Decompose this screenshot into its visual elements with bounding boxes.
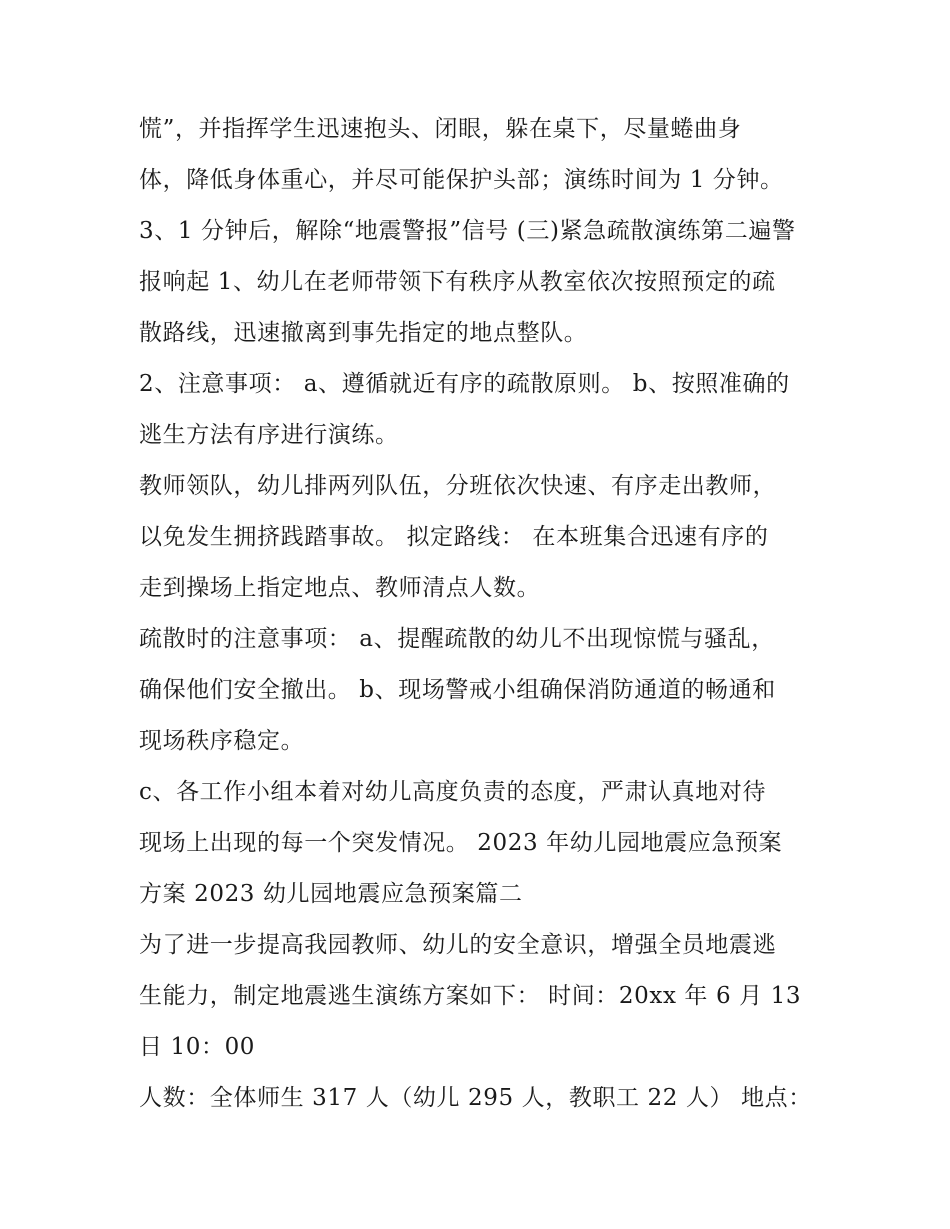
text-line: 走到操场上指定地点、教师清点人数。 — [139, 575, 541, 601]
document-body — [139, 104, 829, 1124]
text-line: 3、1 分钟后，解除“地震警报”信号 (三)紧急疏散演练第二遍警 — [139, 218, 796, 244]
text-line: 2、注意事项： a、遵循就近有序的疏散原则。 b、按照准确的 — [139, 371, 790, 397]
text-line: 日 10：00 — [139, 1034, 256, 1060]
text-line: 以免发生拥挤践踏事故。 拟定路线： 在本班集合迅速有序的 — [139, 524, 769, 550]
text-line: 报响起 1、幼儿在老师带领下有秩序从教室依次按照预定的疏 — [139, 269, 776, 295]
text-line: 确保他们安全撤出。 b、现场警戒小组确保消防通道的畅通和 — [139, 677, 776, 703]
text-line: 生能力，制定地震逃生演练方案如下： 时间：20xx 年 6 月 13 — [139, 983, 802, 1009]
text-line: 方案 2023 幼儿园地震应急预案篇二 — [139, 881, 523, 907]
text-line: 人数：全体师生 317 人（幼儿 295 人，教职工 22 人） 地点： — [139, 1085, 812, 1111]
text-line: c、各工作小组本着对幼儿高度负责的态度，严肃认真地对待 — [139, 779, 767, 805]
text-line: 散路线，迅速撤离到事先指定的地点整队。 — [139, 320, 588, 346]
text-line: 现场秩序稳定。 — [139, 728, 305, 754]
text-line: 疏散时的注意事项： a、提醒疏散的幼儿不出现惊慌与骚乱， — [139, 626, 775, 652]
text-line: 现场上出现的每一个突发情况。 2023 年幼儿园地震应急预案 — [139, 830, 783, 856]
text-line: 慌”，并指挥学生迅速抱头、闭眼，躲在桌下，尽量蜷曲身 — [139, 116, 742, 142]
text-line: 体，降低身体重心，并尽可能保护头部；演练时间为 1 分钟。 — [139, 167, 784, 193]
text-line: 为了进一步提高我园教师、幼儿的安全意识，增强全员地震逃 — [139, 932, 777, 958]
text-line: 教师领队，幼儿排两列队伍，分班依次快速、有序走出教师， — [139, 473, 777, 499]
text-line: 逃生方法有序进行演练。 — [139, 422, 399, 448]
